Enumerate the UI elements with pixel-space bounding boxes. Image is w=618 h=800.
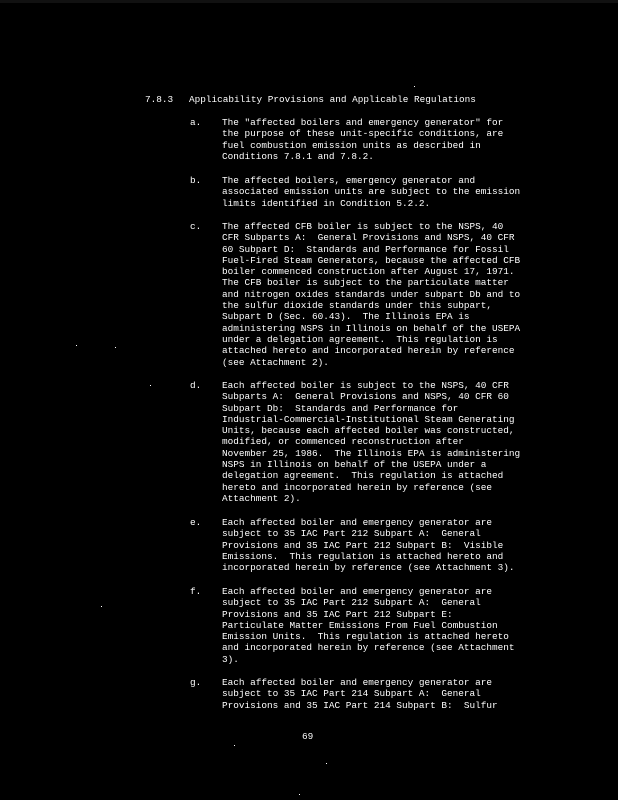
item-text: The affected boilers, emergency generator and associated emission units are subject to the emission limits identified in Condition 5.2.2. bbox=[222, 175, 521, 209]
scan-speck bbox=[150, 385, 151, 386]
section-number: 7.8.3 bbox=[145, 94, 174, 105]
scan-speck bbox=[76, 345, 77, 346]
item-text: Each affected boiler is subject to the NSPS, 40 CFR Subparts A: General Provisions and NSPS, 40 CFR 60 Subpart Db: Standards and Performance for Industrial-Commercial-Institutional Steam Generating Units, because each affected boiler was constructed, modified, or commenced reconstruction after November 25, 1986. The Illinois EPA is administering NSPS in Illinois on behalf of the USEPA under a delegation agreement. This regulation is attached hereto and incorporated herein by reference (see Attachment 2). bbox=[222, 380, 521, 504]
item-text: The affected CFB boiler is subject to the NSPS, 40 CFR Subparts A: General Provisions and NSPS, 40 CFR 60 Subpart D: Standards and Performance for Fossil Fuel-Fired Steam Generators, because the affected CFB boiler commenced construction after August 17, 1971. The CFB boiler is subject to the particulate matter and nitrogen oxides standards under subpart Db and to the sulfur dioxide standards under this subpart, Subpart D (Sec. 60.43). The Illinois EPA is administering NSPS in Illinois on behalf of the USEPA under a delegation agreement. This regulation is attached hereto and incorporated herein by reference (see Attachment 2). bbox=[222, 221, 521, 368]
section-title: Applicability Provisions and Applicable Regulations bbox=[189, 94, 476, 105]
scan-speck bbox=[326, 763, 327, 764]
scan-edge bbox=[0, 0, 618, 3]
scan-speck bbox=[414, 86, 415, 87]
item-letter: c. bbox=[190, 221, 202, 232]
scan-speck bbox=[115, 347, 116, 348]
item-letter: d. bbox=[190, 380, 202, 391]
page-number: 69 bbox=[302, 731, 314, 742]
item-letter: a. bbox=[190, 117, 202, 128]
scan-speck bbox=[234, 745, 235, 746]
item-text: The "affected boilers and emergency generator" for the purpose of these unit-specific conditions, are fuel combustion emission units as described in Conditions 7.8.1 and 7.8.2. bbox=[222, 117, 504, 162]
item-text: Each affected boiler and emergency generator are subject to 35 IAC Part 212 Subpart A: General Provisions and 35 IAC Part 212 Subpart E: Particulate Matter Emissions From Fuel Combustion Emission Units. This regulation is attached hereto and incorporated herein by reference (see Attachment 3). bbox=[222, 586, 515, 665]
scan-speck bbox=[299, 794, 300, 795]
scan-speck bbox=[101, 606, 102, 607]
section-heading bbox=[145, 94, 476, 105]
item-letter: e. bbox=[190, 517, 202, 528]
item-letter: g. bbox=[190, 677, 202, 688]
item-letter: f. bbox=[190, 586, 202, 597]
item-text: Each affected boiler and emergency generator are subject to 35 IAC Part 212 Subpart A: General Provisions and 35 IAC Part 212 Subpart B: Visible Emissions. This regulation is attached hereto and incorporated herein by reference (see Attachment 3). bbox=[222, 517, 515, 574]
item-text: Each affected boiler and emergency generator are subject to 35 IAC Part 214 Subpart A: General Provisions and 35 IAC Part 214 Subpart B: Sulfur bbox=[222, 677, 498, 711]
item-letter: b. bbox=[190, 175, 202, 186]
